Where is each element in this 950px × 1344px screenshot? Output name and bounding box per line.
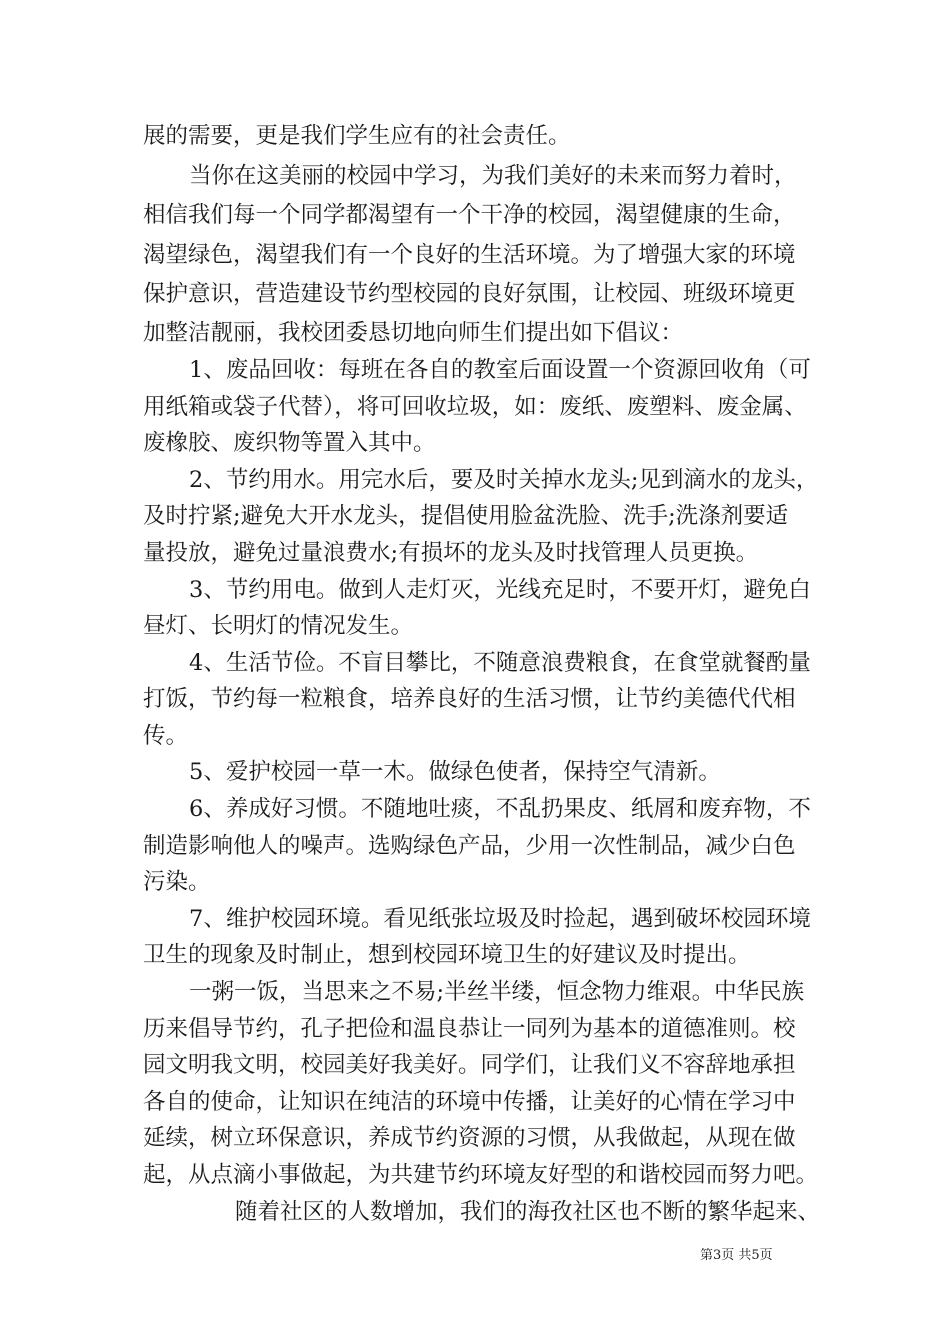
text-line: 量投放，避免过量浪费水;有损坏的龙头及时找管理人员更换。 [143,540,759,566]
text-line: 废橡胶、废织物等置入其中。 [143,430,436,456]
text-line: 历来倡导节约，孔子把俭和温良恭让一同列为基本的道德准则。校 [143,1016,796,1042]
page-number-footer: 第3页 共5页 [700,1248,773,1263]
text-line: 卫生的现象及时制止，想到校园环境卫生的好建议及时提出。 [143,942,751,968]
text-line: 一粥一饭，当思来之不易;半丝半缕，恒念物力维艰。中华民族 [189,979,805,1005]
text-line: 3、节约用电。做到人走灯灭，光线充足时，不要开灯，避免白 [189,577,811,603]
text-line: 园文明我文明，校园美好我美好。同学们，让我们义不容辞地承担 [143,1052,796,1078]
text-line: 加整洁靓丽，我校团委恳切地向师生们提出如下倡议： [143,320,684,346]
text-line: 2、节约用水。用完水后，要及时关掉水龙头;见到滴水的龙头， [189,467,819,493]
text-line: 各自的使命，让知识在纯洁的环境中传播，让美好的心情在学习中 [143,1089,796,1115]
text-line: 打饭，节约每一粒粮食，培养良好的生活习惯，让节约美德代代相 [143,686,796,712]
text-line: 随着社区的人数增加，我们的海孜社区也不断的繁华起来、 [235,1199,821,1225]
text-line: 延续，树立环保意识，养成节约资源的习惯，从我做起，从现在做 [143,1125,796,1151]
text-line: 展的需要，更是我们学生应有的社会责任。 [143,123,571,149]
text-line: 起，从点滴小事做起，为共建节约环境友好型的和谐校园而努力吧。 [143,1162,819,1188]
text-line: 传。 [143,723,189,749]
text-line: 及时拧紧;避免大开水龙头，提倡使用脸盆洗脸、洗手;洗涤剂要适 [143,503,789,529]
text-line: 4、生活节俭。不盲目攀比，不随意浪费粮食，在食堂就餐酌量 [189,650,811,676]
text-line: 保护意识，营造建设节约型校园的良好氛围，让校园、班级环境更 [143,281,796,307]
text-line: 7、维护校园环境。看见纸张垃圾及时捡起，遇到破坏校园环境 [189,906,811,932]
text-line: 1、废品回收：每班在各自的教室后面设置一个资源回收角（可 [189,357,811,383]
text-line: 相信我们每一个同学都渴望有一个干净的校园，渴望健康的生命， [143,202,796,228]
text-line: 渴望绿色，渴望我们有一个良好的生活环境。为了增强大家的环境 [143,242,796,268]
text-line: 当你在这美丽的校园中学习，为我们美好的未来而努力着时， [189,163,797,189]
text-line: 5、爱护校园一草一木。做绿色使者，保持空气清新。 [189,759,721,785]
text-line: 用纸箱或袋子代替），将可回收垃圾，如：废纸、废塑料、废金属、 [143,394,807,420]
text-line: 污染。 [143,869,211,895]
text-line: 6、养成好习惯。不随地吐痰，不乱扔果皮、纸屑和废弃物，不 [189,796,811,822]
text-line: 昼灯、长明灯的情况发生。 [143,613,414,639]
text-line: 制造影响他人的噪声。选购绿色产品，少用一次性制品，减少白色 [143,833,796,859]
